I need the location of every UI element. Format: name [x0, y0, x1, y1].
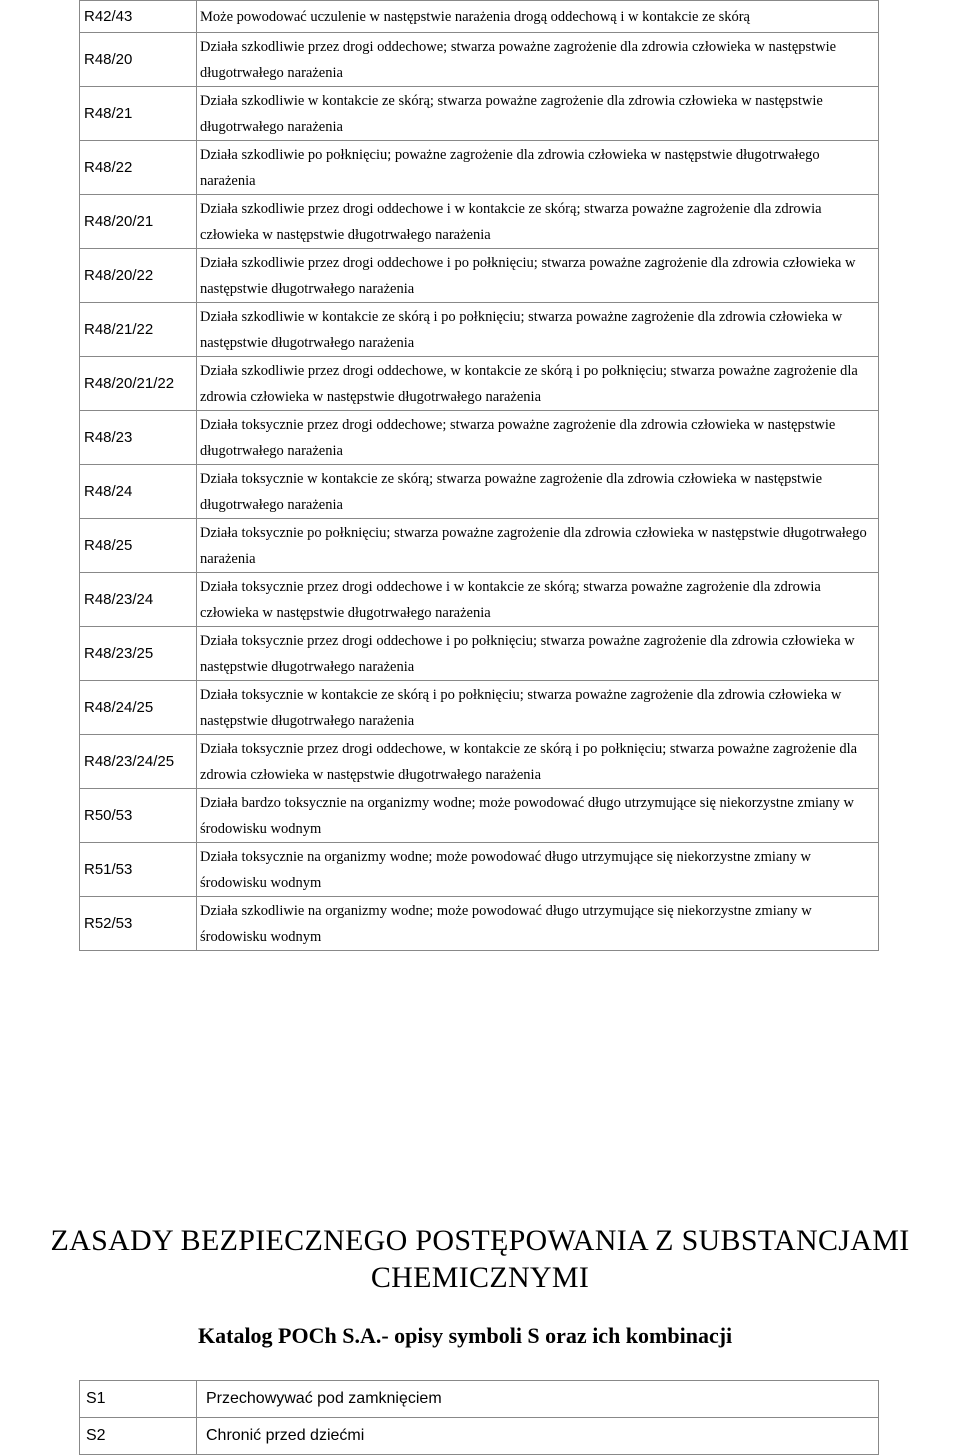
phrase-code: R51/53 [80, 843, 197, 897]
phrase-description: Działa szkodliwie przez drogi oddechowe, w kontakcie ze skórą i po połknięciu; stwarza poważne zagrożenie dla zdrowia człowieka w następstwie długotrwałego narażenia [197, 357, 879, 411]
phrase-description: Działa toksycznie w kontakcie ze skórą; stwarza poważne zagrożenie dla zdrowia człowieka w następstwie długotrwałego narażenia [197, 465, 879, 519]
phrase-code: S1 [80, 1381, 197, 1418]
phrase-code: R48/23/24/25 [80, 735, 197, 789]
r-phrase-row [80, 465, 879, 519]
phrase-code: R48/25 [80, 519, 197, 573]
phrase-description: Działa szkodliwie w kontakcie ze skórą i po połknięciu; stwarza poważne zagrożenie dla zdrowia człowieka w następstwie długotrwałego narażenia [197, 303, 879, 357]
r-phrase-row [80, 303, 879, 357]
phrase-code: R50/53 [80, 789, 197, 843]
phrase-code: S2 [80, 1418, 197, 1455]
r-phrases-table [79, 0, 879, 951]
r-phrase-row [80, 411, 879, 465]
r-phrase-row [80, 1, 879, 33]
phrase-code: R48/24 [80, 465, 197, 519]
r-phrase-row [80, 33, 879, 87]
phrase-code: R48/20/21 [80, 195, 197, 249]
phrase-description: Chronić przed dziećmi [197, 1418, 879, 1455]
r-phrases-body [80, 1, 879, 951]
r-phrase-row [80, 627, 879, 681]
phrase-description: Działa toksycznie w kontakcie ze skórą i po połknięciu; stwarza poważne zagrożenie dla zdrowia człowieka w następstwie długotrwałego narażenia [197, 681, 879, 735]
phrase-description: Działa szkodliwie przez drogi oddechowe i po połknięciu; stwarza poważne zagrożenie dla zdrowia człowieka w następstwie długotrwałego narażenia [197, 249, 879, 303]
r-phrase-row [80, 357, 879, 411]
phrase-code: R48/20 [80, 33, 197, 87]
r-phrase-row [80, 735, 879, 789]
phrase-description: Działa szkodliwie po połknięciu; poważne zagrożenie dla zdrowia człowieka w następstwie długotrwałego narażenia [197, 141, 879, 195]
phrase-description: Działa toksycznie przez drogi oddechowe, w kontakcie ze skórą i po połknięciu; stwarza poważne zagrożenie dla zdrowia człowieka w następstwie długotrwałego narażenia [197, 735, 879, 789]
s-phrases-table [79, 1380, 879, 1455]
phrase-description: Działa bardzo toksycznie na organizmy wodne; może powodować długo utrzymujące się niekorzystne zmiany w środowisku wodnym [197, 789, 879, 843]
phrase-description: Działa toksycznie po połknięciu; stwarza poważne zagrożenie dla zdrowia człowieka w następstwie długotrwałego narażenia [197, 519, 879, 573]
r-phrase-row [80, 519, 879, 573]
phrase-code: R48/22 [80, 141, 197, 195]
phrase-code: R48/24/25 [80, 681, 197, 735]
phrase-description: Działa szkodliwie w kontakcie ze skórą; stwarza poważne zagrożenie dla zdrowia człowieka w następstwie długotrwałego narażenia [197, 87, 879, 141]
phrase-description: Działa toksycznie przez drogi oddechowe i po połknięciu; stwarza poważne zagrożenie dla zdrowia człowieka w następstwie długotrwałego narażenia [197, 627, 879, 681]
section-heading: ZASADY BEZPIECZNEGO POSTĘPOWANIA Z SUBSTANCJAMI CHEMICZNYMI [50, 1224, 910, 1294]
phrase-code: R48/23/24 [80, 573, 197, 627]
r-phrase-row [80, 789, 879, 843]
r-phrase-row [80, 681, 879, 735]
catalog-subtitle: Katalog POCh S.A.- opisy symboli S oraz ich kombinacji [198, 1323, 733, 1348]
phrase-code: R52/53 [80, 897, 197, 951]
phrase-description: Działa toksycznie na organizmy wodne; może powodować długo utrzymujące się niekorzystne zmiany w środowisku wodnym [197, 843, 879, 897]
phrase-code: R48/21/22 [80, 303, 197, 357]
phrase-description: Działa szkodliwie przez drogi oddechowe; stwarza poważne zagrożenie dla zdrowia człowieka w następstwie długotrwałego narażenia [197, 33, 879, 87]
s-phrase-row [80, 1418, 879, 1455]
r-phrase-row [80, 87, 879, 141]
r-phrase-row [80, 249, 879, 303]
phrase-code: R48/20/22 [80, 249, 197, 303]
phrase-description: Może powodować uczulenie w następstwie narażenia drogą oddechową i w kontakcie ze skórą [197, 1, 879, 33]
phrase-description: Działa toksycznie przez drogi oddechowe; stwarza poważne zagrożenie dla zdrowia człowieka w następstwie długotrwałego narażenia [197, 411, 879, 465]
r-phrase-row [80, 141, 879, 195]
r-phrase-row [80, 195, 879, 249]
phrase-code: R42/43 [80, 1, 197, 33]
phrase-code: R48/23/25 [80, 627, 197, 681]
phrase-description: Przechowywać pod zamknięciem [197, 1381, 879, 1418]
r-phrase-row [80, 843, 879, 897]
phrase-description: Działa toksycznie przez drogi oddechowe i w kontakcie ze skórą; stwarza poważne zagrożenie dla zdrowia człowieka w następstwie długotrwałego narażenia [197, 573, 879, 627]
phrase-code: R48/20/21/22 [80, 357, 197, 411]
phrase-description: Działa szkodliwie na organizmy wodne; może powodować długo utrzymujące się niekorzystne zmiany w środowisku wodnym [197, 897, 879, 951]
r-phrase-row [80, 573, 879, 627]
phrase-description: Działa szkodliwie przez drogi oddechowe i w kontakcie ze skórą; stwarza poważne zagrożenie dla zdrowia człowieka w następstwie długotrwałego narażenia [197, 195, 879, 249]
s-phrase-row [80, 1381, 879, 1418]
s-phrases-body [80, 1381, 879, 1455]
phrase-code: R48/23 [80, 411, 197, 465]
r-phrase-row [80, 897, 879, 951]
phrase-code: R48/21 [80, 87, 197, 141]
